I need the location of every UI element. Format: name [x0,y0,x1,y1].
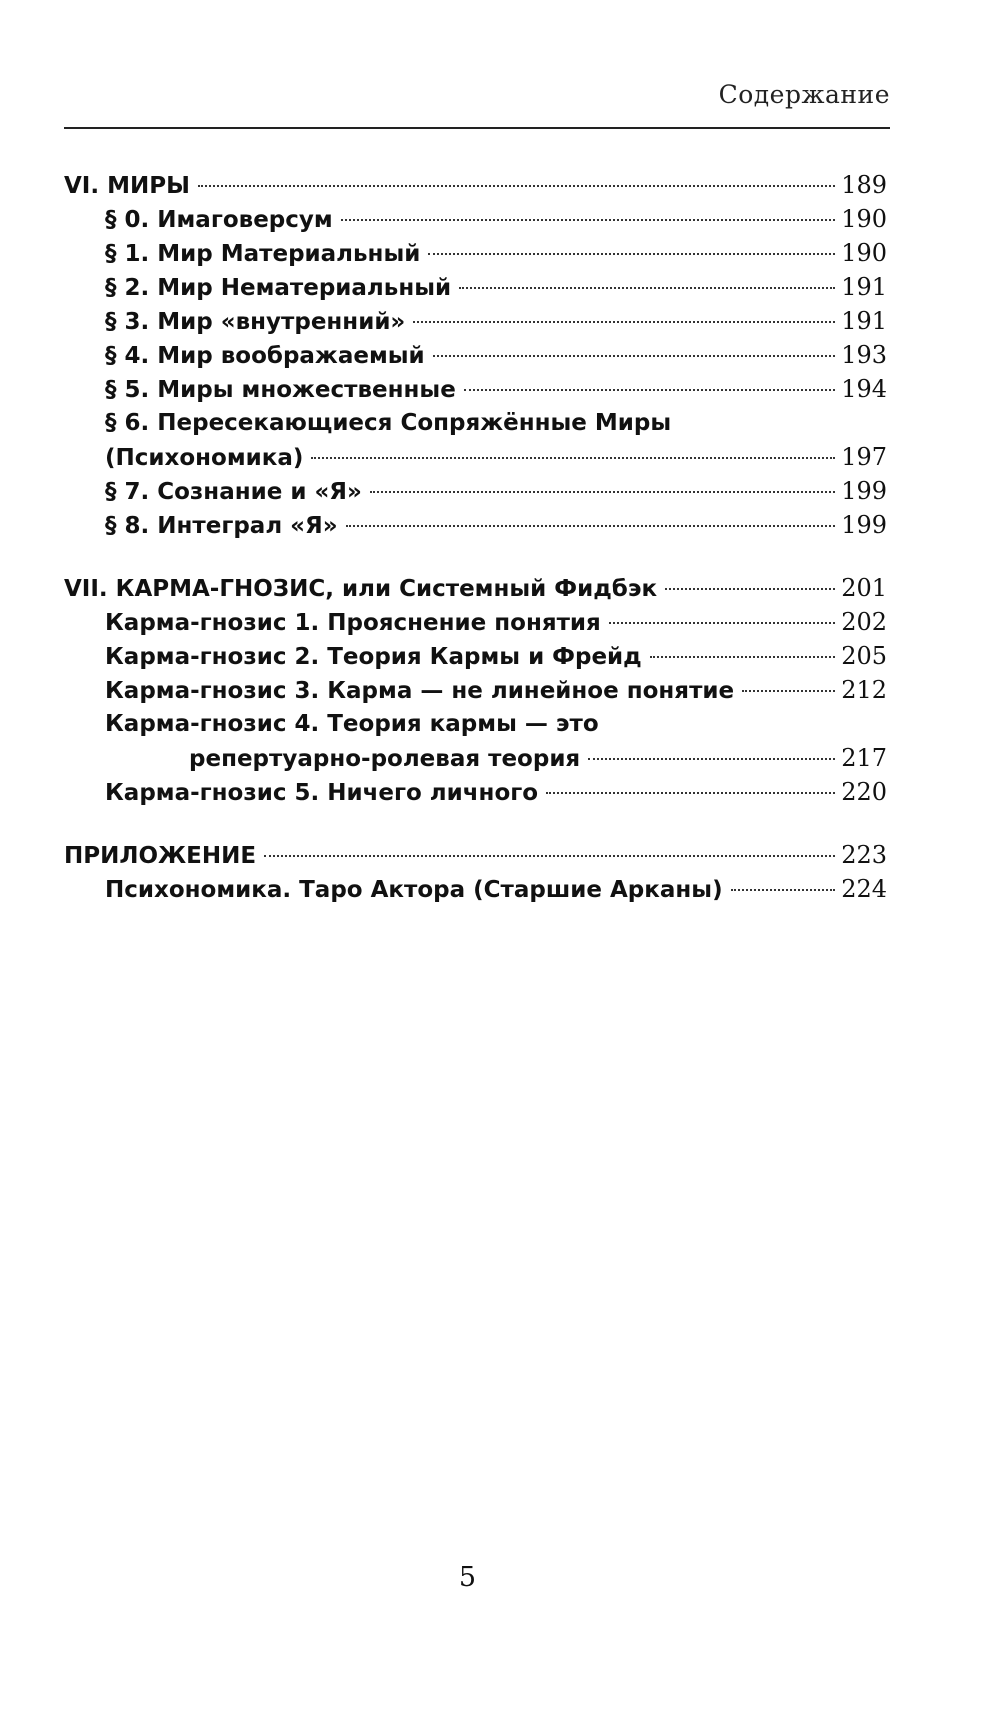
toc-entry-page: 190 [841,205,887,233]
toc-subentry [64,673,887,707]
toc-entry-title: § 8. Интеграл «Я» [105,513,338,539]
toc-entry-page: 201 [841,574,887,602]
toc-entry-page: 191 [841,273,887,301]
toc-entry-page: 212 [841,676,887,704]
toc-entry-title: ПРИЛОЖЕНИЕ [64,843,257,869]
toc-entry-title: § 1. Мир Материальный [105,241,421,267]
toc-entry-page: 220 [841,778,887,806]
table-of-contents [64,168,887,935]
dot-leader [346,525,836,527]
toc-section [64,838,887,906]
dot-leader [665,588,835,590]
toc-entry-title: Карма-гнозис 3. Карма — не линейное понятие [105,678,735,704]
toc-subentry [64,304,887,338]
toc-subentry [64,270,887,304]
toc-subentry [64,605,887,639]
dot-leader [341,219,836,221]
toc-entry-title: § 0. Имаговерсум [105,207,333,233]
dot-leader [588,758,835,760]
dot-leader [264,855,835,857]
toc-chapter-entry [64,571,887,605]
toc-subentry [64,474,887,508]
dot-leader [742,690,835,692]
toc-entry-title: репертуарно-ролевая теория [189,746,581,772]
toc-chapter-entry [64,168,887,202]
toc-entry-page: 193 [841,341,887,369]
toc-entry-title: § 3. Мир «внутренний» [105,309,406,335]
toc-subentry [64,406,887,440]
toc-entry-page: 190 [841,239,887,267]
toc-entry-title: § 2. Мир Нематериальный [105,275,452,301]
toc-subentry [64,202,887,236]
dot-leader [650,656,835,658]
toc-entry-page: 223 [841,841,887,869]
dot-leader [311,457,835,459]
toc-entry-title: § 6. Пересекающиеся Сопряжённые Миры [105,410,672,436]
toc-entry-title: Карма-гнозис 5. Ничего личного [105,780,539,806]
toc-entry-page: 191 [841,307,887,335]
toc-chapter-entry [64,838,887,872]
dot-leader [546,792,835,794]
toc-entry-page: 202 [841,608,887,636]
toc-entry-title: Карма-гнозис 4. Теория кармы — это [105,711,599,737]
toc-entry-title: VII. КАРМА-ГНОЗИС, или Системный Фидбэк [64,576,658,602]
dot-leader [413,321,835,323]
dot-leader [198,185,835,187]
toc-entry-page: 189 [841,171,887,199]
dot-leader [370,491,835,493]
toc-entry-page: 194 [841,375,887,403]
toc-entry-page: 197 [841,443,887,471]
toc-subentry [64,741,887,775]
toc-subentry [64,508,887,542]
toc-section [64,571,887,809]
toc-entry-title: (Психономика) [105,445,304,471]
dot-leader [464,389,835,391]
toc-subentry [64,872,887,906]
dot-leader [459,287,835,289]
running-header: Содержание [718,80,890,109]
toc-entry-title: VI. МИРЫ [64,173,190,199]
toc-entry-title: § 7. Сознание и «Я» [105,479,362,505]
dot-leader [433,355,836,357]
page-number: 5 [458,1562,477,1593]
toc-section [64,168,887,542]
dot-leader [428,253,835,255]
toc-entry-title: Карма-гнозис 2. Теория Кармы и Фрейд [105,644,642,670]
toc-entry-page: 224 [841,875,887,903]
toc-subentry [64,775,887,809]
toc-entry-title: § 4. Мир воображаемый [105,343,425,369]
dot-leader [609,622,835,624]
toc-entry-title: § 5. Миры множественные [105,377,456,403]
dot-leader [731,889,836,891]
toc-subentry [64,440,887,474]
toc-entry-page: 199 [841,511,887,539]
toc-entry-title: Психономика. Таро Актора (Старшие Арканы) [105,877,723,903]
toc-subentry [64,236,887,270]
toc-entry-title: Карма-гнозис 1. Прояснение понятия [105,610,601,636]
toc-entry-page: 199 [841,477,887,505]
toc-subentry [64,639,887,673]
toc-subentry [64,372,887,406]
toc-subentry [64,707,887,741]
toc-entry-page: 217 [841,744,887,772]
toc-subentry [64,338,887,372]
toc-entry-page: 205 [841,642,887,670]
header-rule [64,127,890,129]
